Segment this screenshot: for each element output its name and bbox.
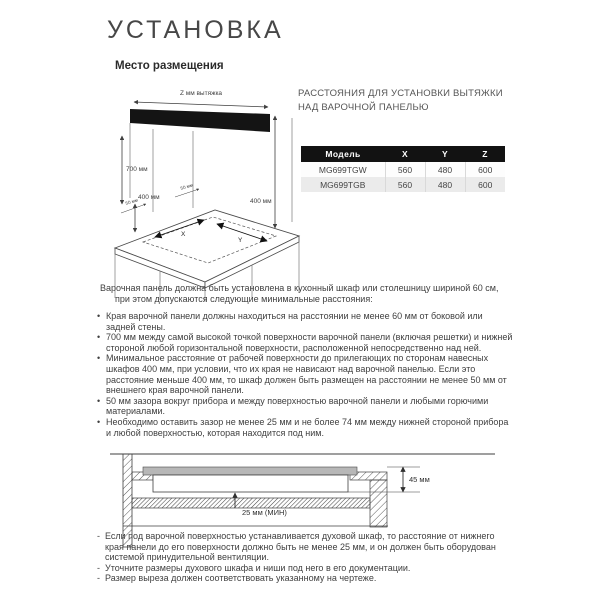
gap-left-dimension-line: [121, 204, 146, 213]
cell-y: 480: [425, 177, 465, 192]
gap-top-label: 50 мм: [179, 182, 194, 191]
model-dimensions-table: [301, 146, 505, 192]
hob-clearance-diagram: [113, 86, 303, 304]
column-header-x: X: [385, 146, 425, 162]
notes-list: [97, 531, 513, 584]
hood-width-dimension-line: [134, 102, 268, 107]
column-header-y: Y: [425, 146, 465, 162]
bullet-marker: •: [97, 416, 101, 427]
hob-body: [153, 475, 348, 492]
requirement-text: 50 мм зазора вокруг прибора и между поверхностью варочной панели и любыми горючими материалами.: [106, 395, 489, 417]
cutout-x-label: X: [181, 231, 186, 238]
extractor-hood: [130, 109, 270, 132]
gap-left-label: 50 мм: [124, 197, 139, 206]
requirement-text: Необходимо оставить зазор не менее 25 мм и не более 74 мм между нижней стороной прибора и любой поверхностью, которая находится под ним.: [106, 416, 509, 438]
requirement-text: 700 мм между самой высокой точкой поверхности варочной панели (включая решетки) и нижней стороной любой горизонтальной поверхности, расположенной непосредственно над ней.: [106, 332, 513, 353]
cutout-y-label: Y: [238, 237, 243, 244]
column-header-z: Z: [465, 146, 505, 162]
list-item: [97, 573, 513, 584]
height-700-label: 700 мм: [126, 166, 148, 173]
min-clearance-label: 25 мм (МИН): [242, 508, 287, 517]
requirement-text: Края варочной панели должны находиться на расстоянии не менее 60 мм от боковой или задней стены.: [106, 311, 483, 332]
hob-glass-panel: [143, 467, 357, 475]
list-item: [97, 353, 513, 395]
cell-y: 480: [425, 162, 465, 177]
requirements-intro: Варочная панель должна быть установлена в кухонный шкаф или столешницу шириной 60 см, при этом допускаются следующие минимальные расстояния:: [100, 283, 499, 304]
left-400-label: 400 мм: [138, 194, 160, 201]
note-text: Уточните размеры духового шкафа и ниши под него в его документации.: [105, 562, 411, 573]
cell-z: 600: [465, 177, 505, 192]
list-item: [97, 417, 513, 438]
right-400-label: 400 мм: [250, 198, 272, 205]
table-row: [301, 162, 505, 177]
gap-top-dimension-line: [175, 189, 199, 197]
column-header-model: Модель: [301, 146, 385, 162]
bullet-marker: •: [97, 353, 101, 364]
hood-distances-heading: РАССТОЯНИЯ ДЛЯ УСТАНОВКИ ВЫТЯЖКИ НАД ВАРОЧНОЙ ПАНЕЛЬЮ: [298, 88, 503, 113]
dash-marker: -: [97, 531, 100, 541]
cell-x: 560: [385, 162, 425, 177]
table-header-row: [301, 146, 505, 162]
list-item: [97, 531, 513, 563]
shelf-section: [132, 498, 370, 508]
list-item: [97, 311, 513, 332]
right-wall-section: [370, 480, 387, 527]
dash-marker: -: [97, 573, 100, 584]
note-text: Размер выреза должен соответствовать указанному на чертеже.: [105, 573, 377, 584]
list-item: [97, 396, 513, 417]
list-item: [97, 563, 513, 574]
bullet-marker: •: [97, 395, 101, 406]
dash-marker: -: [97, 562, 100, 573]
panel-depth-label: 45 мм: [409, 475, 430, 484]
table-row: [301, 177, 505, 192]
requirement-text: Минимальное расстояние от рабочей поверхности до прилегающих по сторонам навесных шкафов 400 мм, при условии, что их края не нависают над варочной панелью. Если это расстояние меньше 400 мм, то шкаф должен быть размещен на расстоянии не менее 50 мм от внешнего края варочной панели.: [106, 353, 507, 396]
requirements-list: [97, 311, 513, 438]
note-text: Если под варочной поверхностью устанавливается духовой шкаф, то расстояние от нижнего края панели до его поверхности должно быть не менее 25 мм, и он должен быть оборудован системой принудительной вентиляции.: [105, 531, 496, 563]
hood-width-label: Z мм вытяжка: [179, 90, 223, 97]
cell-model: MG699TGB: [301, 177, 385, 192]
cell-x: 560: [385, 177, 425, 192]
section-title: Место размещения: [115, 60, 224, 72]
list-item: [97, 332, 513, 353]
cell-model: MG699TGW: [301, 162, 385, 177]
bullet-marker: •: [97, 332, 101, 343]
bullet-marker: •: [97, 311, 101, 321]
page-title: УСТАНОВКА: [107, 16, 284, 44]
countertop-surface: [115, 210, 299, 282]
cell-z: 600: [465, 162, 505, 177]
